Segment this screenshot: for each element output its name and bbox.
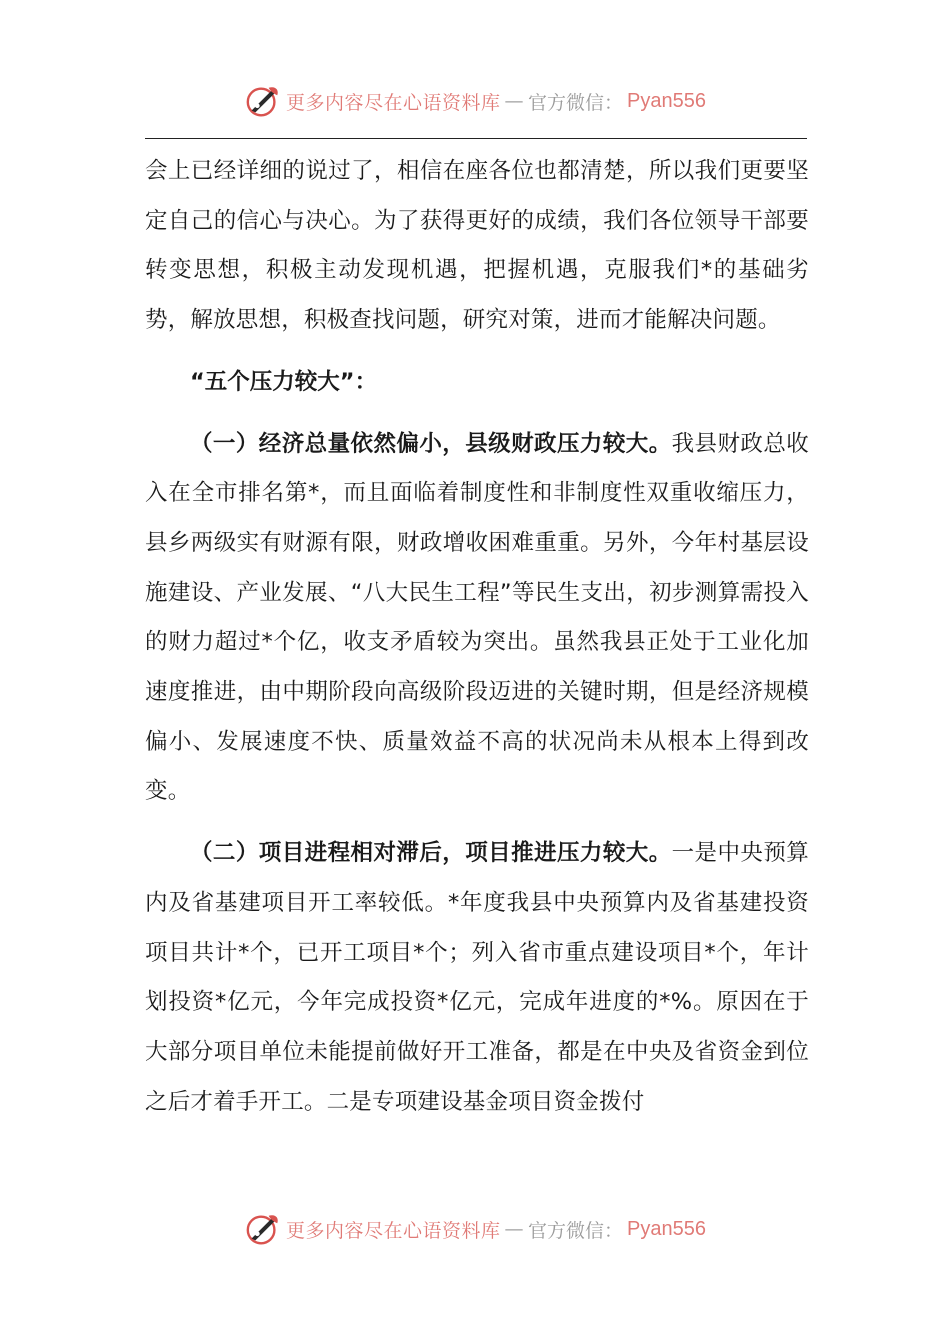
watermark-dash: —: [504, 1218, 525, 1240]
paragraph-projects: [145, 829, 809, 1127]
header-divider: [145, 138, 807, 139]
watermark-wechat-label: 官方微信：: [528, 1219, 624, 1242]
watermark-brand: 更多内容尽在心语资料库: [286, 91, 501, 114]
footer-watermark: [0, 1210, 950, 1248]
quill-logo-icon: [244, 82, 282, 120]
paragraph-economy-lead: （一）经济总量依然偏小，县级财政压力较大。: [190, 430, 672, 457]
watermark-wechat-label: 官方微信：: [528, 91, 624, 114]
paragraph-economy: [145, 420, 809, 818]
header-watermark: [0, 82, 950, 120]
paragraph-economy-text: 我县财政总收入在全市排名第*，而且面临着制度性和非制度性双重收缩压力，县乡两级实有财源有限，财政增收困难重重。另外，今年村基层设施建设、产业发展、“八大民生工程”等民生支出，初步测算需投入的财力超过*个亿，收支矛盾较为突出。虽然我县正处于工业化加速度推进，由中期阶段向高级阶段迈进的关键时期，但是经济规模偏小、发展速度不快、质量效益不高的状况尚未从根本上得到改变。: [145, 430, 809, 805]
watermark-brand: 更多内容尽在心语资料库: [286, 1219, 501, 1242]
quill-logo-icon: [244, 1210, 282, 1248]
watermark-wechat-id: Pyan556: [627, 89, 706, 112]
section-heading: “五个压力较大”：: [190, 368, 378, 395]
paragraph-continuation: 会上已经详细的说过了，相信在座各位也都清楚，所以我们更要坚定自己的信心与决心。为了获得更好的成绩，我们各位领导干部要转变思想，积极主动发现机遇，把握机遇，克服我们*的基础劣势，解放思想，积极查找问题，研究对策，进而才能解决问题。: [145, 158, 809, 334]
watermark-wechat-id: Pyan556: [627, 1217, 706, 1240]
paragraph-projects-lead: （二）项目进程相对滞后，项目推进压力较大。: [190, 840, 672, 867]
watermark-dash: —: [504, 90, 525, 112]
paragraph-projects-text: 一是中央预算内及省基建项目开工率较低。*年度我县中央预算内及省基建投资项目共计*个，已开工项目*个；列入省市重点建设项目*个，年计划投资*亿元，今年完成投资*亿元，完成年进度的*%。原因在于大部分项目单位未能提前做好开工准备，都是在中央及省资金到位之后才着手开工。二是专项建设基金项目资金拨付: [145, 840, 809, 1115]
document-body: [145, 147, 809, 1127]
